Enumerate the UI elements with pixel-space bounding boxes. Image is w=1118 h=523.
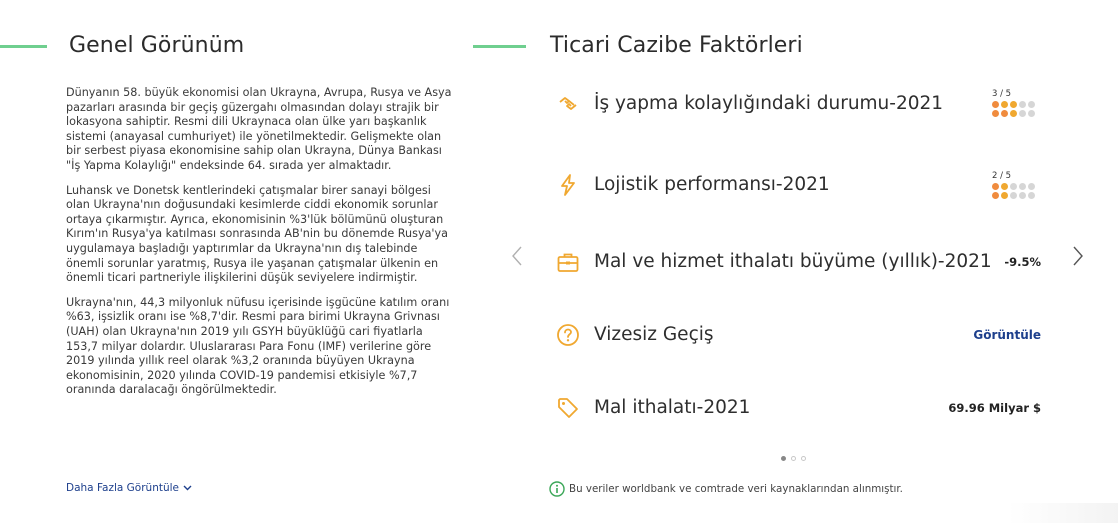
corner-fade <box>1008 503 1118 523</box>
rating-dot <box>1010 110 1017 117</box>
briefcase-icon <box>556 250 580 274</box>
factor-label: Vizesiz Geçiş <box>594 324 714 345</box>
rating-dot <box>1019 101 1026 108</box>
rating-dots <box>992 183 1035 199</box>
lightning-icon <box>556 173 580 197</box>
section-accent-line <box>473 45 526 48</box>
factor-value: -9.5% <box>1004 255 1041 269</box>
overview-paragraph: Luhansk ve Donetsk kentlerindeki çatışmalar birer sanayi bölgesi olan Ukrayna'nın doğusundaki kesimlerde ciddi ekonomik sorunlar ortaya çıkarmıştır. Ayrıca, ekonomisinin %3'lük bölümünü oluşturan Kırım'ın Rusya'ya katılması sonrasında AB'nin bu dönemde Rusya'ya uygulamaya başladığı yaptırımlar da Ukrayna'nın dış talebinde önemli sorunlar yaratmış, Rusya ile yaşanan çatışmalar ülkenin en önemli ticari partneriyle ilişkilerini düşük seviyelere indirmiştir. <box>66 183 448 285</box>
factor-row <box>556 315 1046 355</box>
rating-dot <box>1028 110 1035 117</box>
rating-dot <box>1010 192 1017 199</box>
rating-dot <box>1028 101 1035 108</box>
factor-row <box>556 84 1046 124</box>
rating-dot <box>1019 192 1026 199</box>
view-link[interactable]: Görüntüle <box>973 328 1041 342</box>
chevron-down-icon <box>183 485 192 491</box>
rating-dot <box>992 110 999 117</box>
rating-indicator <box>992 89 1035 117</box>
overview-paragraph: Dünyanın 58. büyük ekonomisi olan Ukrayna, Avrupa, Rusya ve Asya pazarları arasında bir geçiş güzergahı olmasından dolayı strajik bir lokasyona sahiptir. Resmi dili Ukraynaca olan ülke yarı başkanlık sistemi (anayasal cumhuriyet) ile yönetilmektedir. Gelişmekte olan bir serbest piyasa ekonomisine sahip olan Ukrayna, Dünya Bankası "İş Yapma Kolaylığı" endeksinde 64. sırada yer almaktadır. <box>66 86 452 172</box>
info-icon <box>549 481 565 497</box>
factors-title: Ticari Cazibe Faktörleri <box>550 33 803 58</box>
pager-dot[interactable] <box>801 456 806 461</box>
question-circle-icon <box>556 323 580 347</box>
show-more-label: Daha Fazla Görüntüle <box>66 482 179 494</box>
factor-label: Mal ithalatı-2021 <box>594 397 751 418</box>
rating-text: 2 / 5 <box>992 171 1012 181</box>
overview-text <box>66 86 454 474</box>
rating-dot <box>1028 183 1035 190</box>
factor-label: İş yapma kolaylığındaki durumu-2021 <box>594 93 944 114</box>
carousel-pager <box>781 456 806 461</box>
rating-dot <box>1010 101 1017 108</box>
handshake-icon <box>556 92 580 116</box>
price-tag-icon <box>556 396 580 420</box>
rating-dot <box>1001 192 1008 199</box>
factor-label: Lojistik performansı-2021 <box>594 174 830 195</box>
factor-row <box>556 388 1046 428</box>
pager-dot[interactable] <box>791 456 796 461</box>
rating-dot <box>1001 183 1008 190</box>
carousel-prev-arrow[interactable] <box>510 244 524 268</box>
rating-dot <box>1001 101 1008 108</box>
rating-dot <box>992 192 999 199</box>
rating-dot <box>1019 110 1026 117</box>
rating-dots <box>992 101 1035 117</box>
factor-row <box>556 165 1046 205</box>
rating-text: 3 / 5 <box>992 89 1012 99</box>
show-more-link[interactable] <box>66 482 192 494</box>
rating-dot <box>992 101 999 108</box>
factor-row <box>556 242 1046 282</box>
factor-label: Mal ve hizmet ithalatı büyüme (yıllık)-2021 <box>594 251 992 272</box>
rating-dot <box>992 183 999 190</box>
section-accent-line <box>0 45 47 48</box>
overview-paragraph: Ukrayna'nın, 44,3 milyonluk nüfusu içerisinde işgücüne katılım oranı %63, işsizlik oranı ise %8,7'dir. Resmi para birimi Ukrayna Grivnası (UAH) olan Ukrayna'nın 2019 yılı GSYH büyüklüğü cari fiyatlarla 153,7 milyar dolardır. Uluslararası Para Fonu (IMF) verilerine göre 2019 yılında yıllık reel olarak %3,2 oranında büyüyen Ukrayna ekonomisinin, 2020 yılında COVID-19 pandemisi etkisiyle %7,7 oranında daralacağı öngörülmektedir. <box>66 295 450 397</box>
rating-dot <box>1001 110 1008 117</box>
rating-dot <box>1019 183 1026 190</box>
overview-title: Genel Görünüm <box>69 33 245 58</box>
pager-dot[interactable] <box>781 456 786 461</box>
data-source-note <box>549 481 903 497</box>
factor-value: 69.96 Milyar $ <box>948 401 1041 415</box>
carousel-next-arrow[interactable] <box>1071 244 1085 268</box>
rating-indicator <box>992 171 1035 199</box>
rating-dot <box>1028 192 1035 199</box>
rating-dot <box>1010 183 1017 190</box>
data-source-text: Bu veriler worldbank ve comtrade veri kaynaklarından alınmıştır. <box>569 483 903 495</box>
